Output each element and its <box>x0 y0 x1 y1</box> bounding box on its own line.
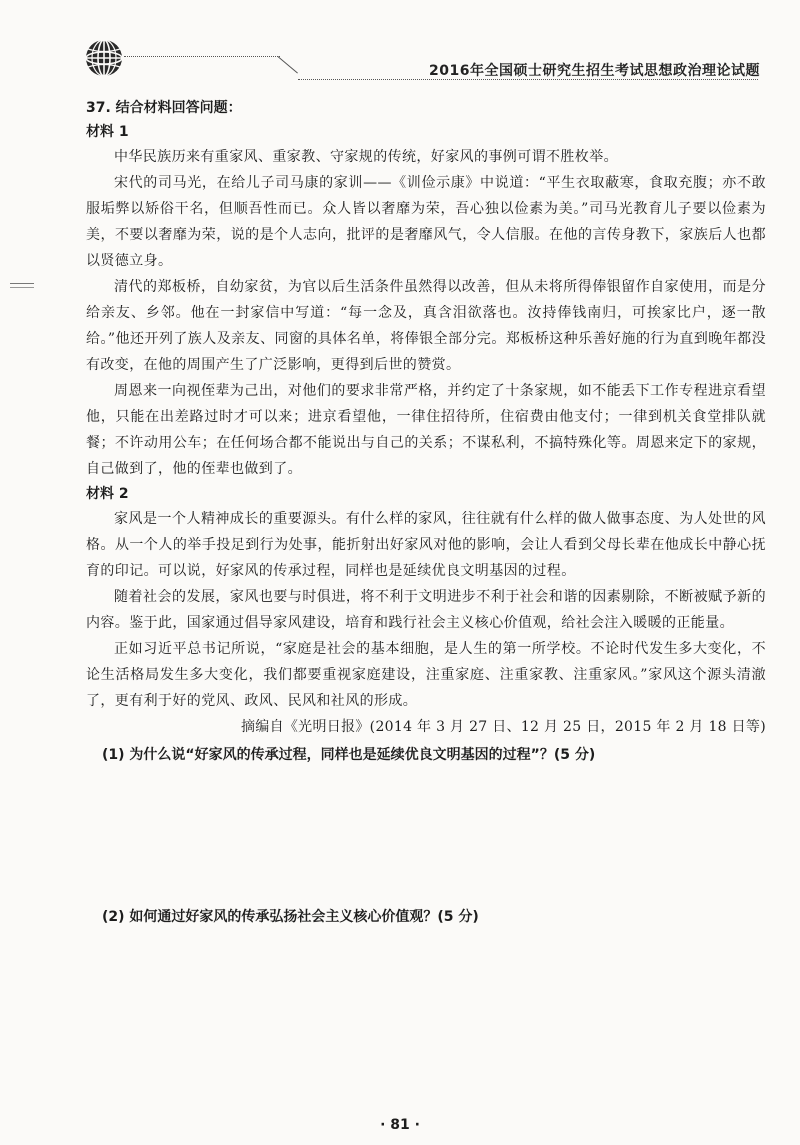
material-2-paragraph: 正如习近平总书记所说，“家庭是社会的基本细胞，是人生的第一所学校。不论时代发生多大变化，不论生活格局发生多大变化，我们都要重视家庭建设，注重家庭、注重家教、注重家风。”家风这个源头清澈了，更有利于好的党风、政风、民风和社风的形成。 <box>86 641 766 709</box>
question-block <box>86 96 766 930</box>
material-2-paragraph: 家风是一个人精神成长的重要源头。有什么样的家风，往往就有什么样的做人做事态度、为人处世的风格。从一个人的举手投足到行为处事，能折射出好家风对他的影响，会让人看到父母长辈在他成长中静心抚育的印记。可以说，好家风的传承过程，同样也是延续优良文明基因的过程。 <box>86 511 766 579</box>
margin-mark <box>10 283 34 288</box>
answer-space <box>86 768 766 904</box>
page-header-title: 2016年全国硕士研究生招生考试思想政治理论试题 <box>429 63 760 79</box>
material-1-paragraph: 宋代的司马光，在给儿子司马康的家训——《训俭示康》中说道：“平生衣取蔽寒，食取充腹；亦不敢服垢弊以矫俗干名，但顺吾性而已。众人皆以奢靡为荣，吾心独以俭素为美。”司马光教育儿子要以俭素为美，不要以奢靡为荣，说的是个人志向，批评的是奢靡风气，令人信服。在他的言传身教下，家族后人也都以贤德立身。 <box>86 175 766 269</box>
material-1-paragraph: 清代的郑板桥，自幼家贫，为官以后生活条件虽然得以改善，但从未将所得俸银留作自家使用，而是分给亲友、乡邻。他在一封家信中写道：“每一念及，真含泪欲落也。汝持俸钱南归，可挨家比户，逐一散给。”他还开列了族人及亲友、同窗的具体名单，将俸银全部分完。郑板桥这种乐善好施的行为直到晚年都没有改变，在他的周围产生了广泛影响，更得到后世的赞赏。 <box>86 279 766 373</box>
material-1-label: 材料 1 <box>86 124 129 140</box>
header-rule-slant <box>277 56 298 73</box>
material-2-source: 摘编自《光明日报》(2014 年 3 月 27 日、12 月 25 日，2015 年 2 月 18 日等) <box>240 719 766 735</box>
globe-logo-icon <box>84 38 124 78</box>
page-number: · 81 · <box>380 1117 420 1133</box>
material-1-paragraph: 中华民族历来有重家风、重家教、守家规的传统，好家风的事例可谓不胜枚举。 <box>114 149 618 165</box>
question-heading: 37. 结合材料回答问题： <box>86 100 242 116</box>
material-2-paragraph: 随着社会的发展，家风也要与时俱进，将不利于文明进步不利于社会和谐的因素剔除，不断被赋予新的内容。鉴于此，国家通过倡导家风建设，培育和践行社会主义核心价值观，给社会注入暖暖的正能量。 <box>86 589 766 631</box>
material-2-label: 材料 2 <box>86 486 129 502</box>
sub-question-1: (1) 为什么说“好家风的传承过程，同样也是延续优良文明基因的过程”？(5 分) <box>102 747 596 763</box>
sub-question-2: (2) 如何通过好家风的传承弘扬社会主义核心价值观？(5 分) <box>102 909 479 925</box>
header-rule <box>124 56 280 57</box>
material-1-paragraph: 周恩来一向视侄辈为己出，对他们的要求非常严格，并约定了十条家规，如不能丢下工作专程进京看望他，只能在出差路过时才可以来；进京看望他，一律住招待所，住宿费由他支付；一律到机关食堂排队就餐；不许动用公车；在任何场合都不能说出与自己的关系；不谋私利，不搞特殊化等。周恩来定下的家规，自己做到了，他的侄辈也做到了。 <box>86 383 766 477</box>
